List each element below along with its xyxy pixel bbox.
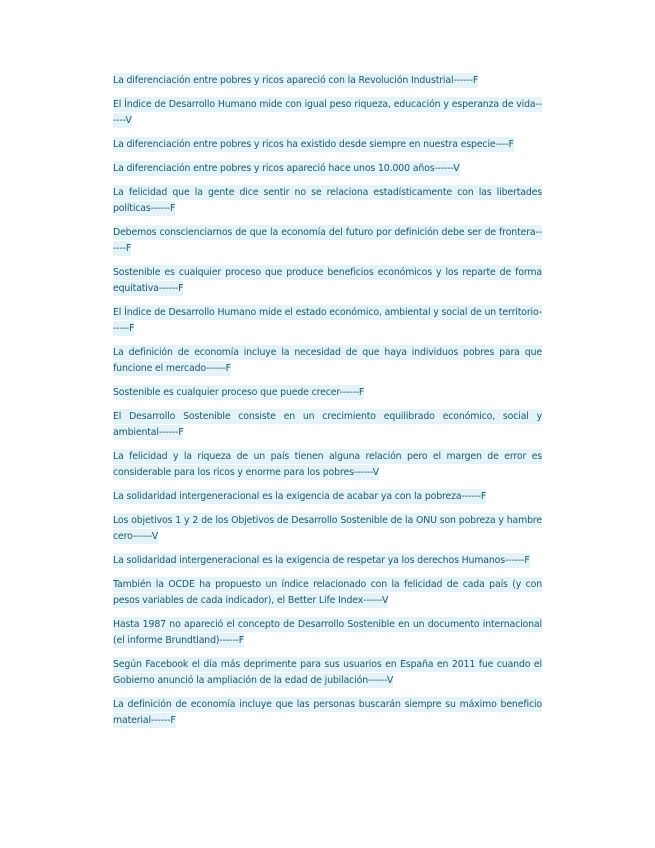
statement-text: Según Facebook el día más deprimente para sus usuarios en España en 2011 fue cuando el Gobierno anunció la ampliación de la edad de jubilación------V <box>113 659 542 686</box>
statement-item <box>113 161 542 177</box>
statement-text: Los objetivos 1 y 2 de los Objetivos de Desarrollo Sostenible de la ONU son pobreza y hambre cero------V <box>113 515 542 542</box>
statement-text: La definición de economía incluye que las personas buscarán siempre su máximo beneficio material------F <box>113 699 542 726</box>
statement-item <box>113 449 542 481</box>
statement-item <box>113 185 542 217</box>
statement-item <box>113 345 542 377</box>
statement-item <box>113 97 542 129</box>
statement-item <box>113 137 542 153</box>
statement-text: La diferenciación entre pobres y ricos ha existido desde siempre en nuestra especie----F <box>113 139 514 150</box>
statement-item <box>113 225 542 257</box>
statement-text: También la OCDE ha propuesto un índice relacionado con la felicidad de cada país (y con pesos variables de cada indicador), el Better Life Index------V <box>113 579 542 606</box>
statement-text: La solidaridad intergeneracional es la exigencia de respetar ya los derechos Humanos------F <box>113 555 530 566</box>
statement-text: La felicidad que la gente dice sentir no se relaciona estadísticamente con las libertades políticas------F <box>113 187 542 214</box>
statement-text: El Índice de Desarrollo Humano mide con igual peso riqueza, educación y esperanza de vida------V <box>113 99 542 126</box>
statement-text: La felicidad y la riqueza de un país tienen alguna relación pero el margen de error es considerable para los ricos y enorme para los pobres------V <box>113 451 542 478</box>
statement-item <box>113 305 542 337</box>
statement-item <box>113 73 542 89</box>
statement-item <box>113 553 542 569</box>
statement-text: Hasta 1987 no apareció el concepto de Desarrollo Sostenible en un documento internacional (el informe Brundtland)------F <box>113 619 542 646</box>
statement-text: La definición de economía incluye la necesidad de que haya individuos pobres para que funcione el mercado------F <box>113 347 542 374</box>
statement-text: El Desarrollo Sostenible consiste en un crecimiento equilibrado económico, social y ambiental------F <box>113 411 542 438</box>
statement-item <box>113 577 542 609</box>
statement-text: El Índice de Desarrollo Humano mide el estado económico, ambiental y social de un territorio------F <box>113 307 542 334</box>
statement-item <box>113 409 542 441</box>
statement-item <box>113 513 542 545</box>
statement-text: Debemos conscienciarnos de que la economía del futuro por definición debe ser de frontera------F <box>113 227 542 254</box>
statement-item <box>113 657 542 689</box>
statement-text: Sostenible es cualquier proceso que produce beneficios económicos y los reparte de forma equitativa------F <box>113 267 542 294</box>
statement-text: La diferenciación entre pobres y ricos apareció hace unos 10.000 años------V <box>113 163 460 174</box>
statement-item <box>113 265 542 297</box>
statement-text: Sostenible es cualquier proceso que puede crecer------F <box>113 387 365 398</box>
statement-item <box>113 617 542 649</box>
statement-item <box>113 697 542 729</box>
statement-text: La solidaridad intergeneracional es la exigencia de acabar ya con la pobreza------F <box>113 491 487 502</box>
document-page <box>113 73 542 737</box>
statement-item <box>113 385 542 401</box>
statement-text: La diferenciación entre pobres y ricos apareció con la Revolución Industrial------F <box>113 75 479 86</box>
statement-item <box>113 489 542 505</box>
